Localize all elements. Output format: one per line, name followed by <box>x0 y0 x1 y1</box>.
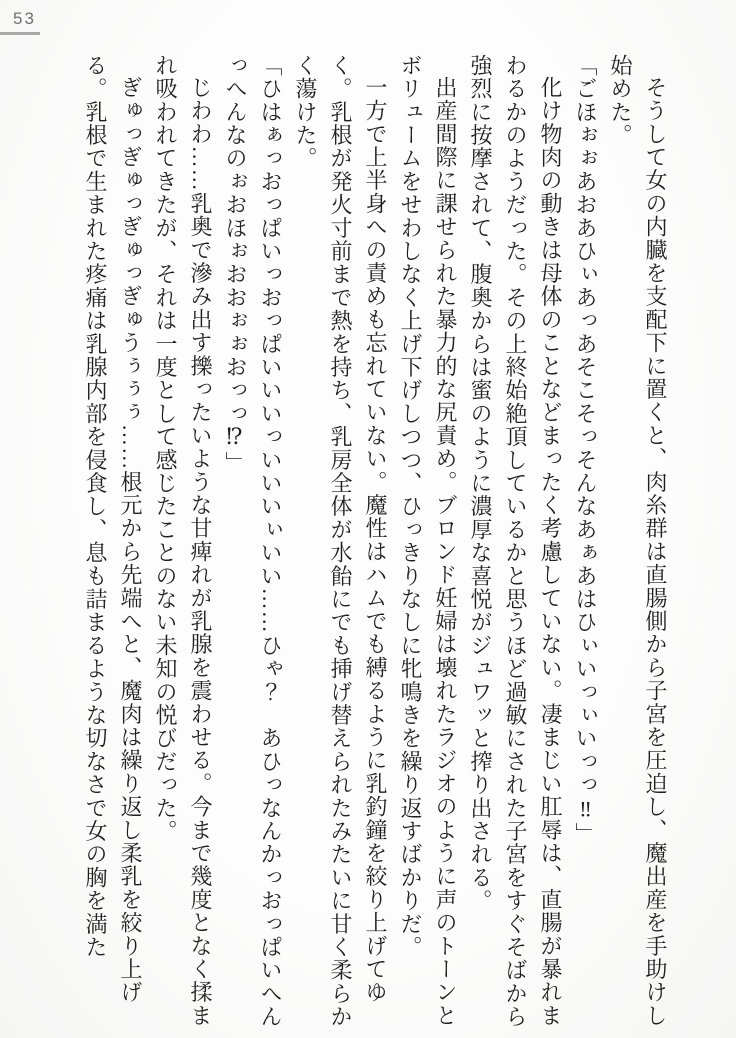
page-number-rule <box>0 32 40 35</box>
vertical-text-block <box>78 54 673 1034</box>
novel-paragraph-5: 一方で上半身への責めも忘れていない。魔性はハムでも縛るように乳釣鐘を絞り上げてゆく。乳根が発火寸前まで熱を持ち、乳房全体が水飴にでも挿げ替えられたみたいに甘く柔らかく蕩けた。 <box>293 54 388 1029</box>
novel-paragraph-3: 化け物肉の動きは母体のことなどまったく考慮していない。凄まじい肛辱は、直腸が暴れまわるかのようだった。その上終始絶頂しているかと思うほど過敏にされた子宮をすぐそばから強烈に按摩されて、腹奥からは蜜のように濃厚な喜悦がジュワッと搾り出される。 <box>468 54 563 1029</box>
novel-paragraph-8: ぎゅっぎゅっぎゅっぎゅうぅぅぅ……根元から先端へと、魔肉は繰り返し柔乳を絞り上げる。乳根で生まれた疼痛は乳腺内部を侵食し、息も詰まるような切なさで女の胸を満た <box>83 54 143 1004</box>
page-number: 53 <box>13 9 36 28</box>
novel-paragraph-7: じわわ……乳奥で滲み出す擽ったいような甘痺れが乳腺を震わせる。今まで幾度となく揉まれ吸われてきたが、それは一度として感じたことのない未知の悦びだった。 <box>153 54 213 1028</box>
novel-paragraph-2-dialogue: 「ごほぉぉあおあひぃあっあそこそっそんなあぁあはひぃいっぃいっっ‼」 <box>573 54 598 846</box>
novel-paragraph-4: 出産間際に課せられた暴力的な尻責め。ブロンド妊婦は壊れたラジオのように声のトーンとボリュームをせわしなく上げ下げしつつ、ひっきりなしに牝鳴きを繰り返すばかりだ。 <box>398 54 458 1028</box>
novel-paragraph-6-dialogue: 「ひはぁっおっぱいっおっぱいいいっいいいぃいい……ひゃ？ あひっなんかっおっぱいへんっへんなのぉおほぉおおぉぉおっっ⁉」 <box>223 54 283 1029</box>
novel-paragraph-1: そうして女の内臓を支配下に置くと、肉糸群は直腸側から子宮を圧迫し、魔出産を手助けし始めた。 <box>608 54 668 1028</box>
